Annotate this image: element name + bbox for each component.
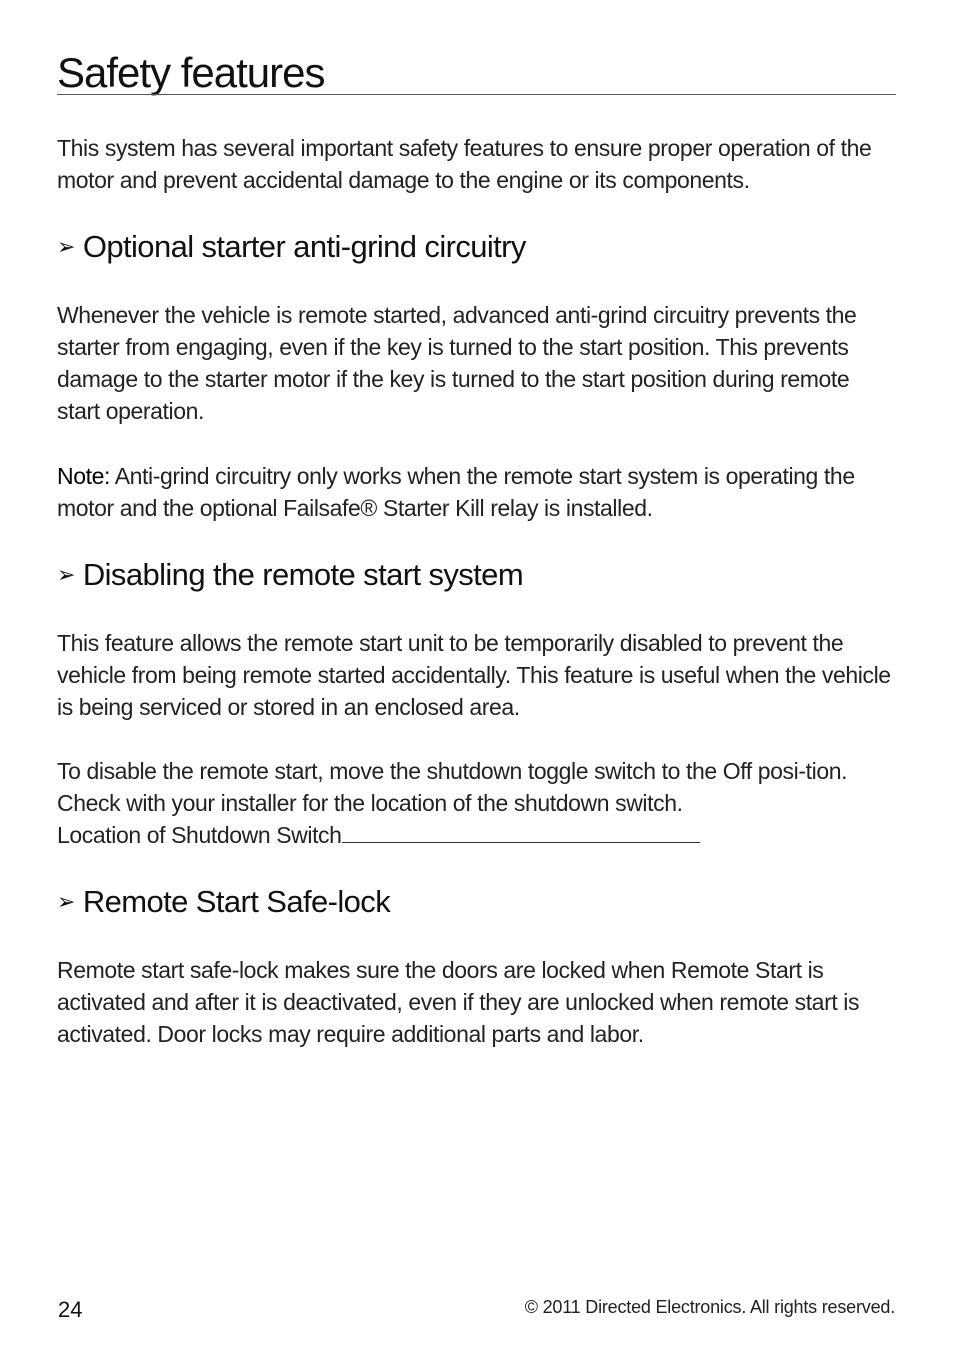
section-heading-text: Optional starter anti-grind circuitry (82, 229, 526, 264)
page-number: 24 (58, 1297, 83, 1322)
disable-instructions-paragraph: To disable the remote start, move the shutdown toggle switch to the Off posi-tion. Check with your installer for the location of the shutdown switch. (57, 758, 848, 816)
arrow-bullet-icon: ➢ (57, 890, 75, 915)
page-title: Safety features (57, 49, 325, 96)
arrow-bullet-icon: ➢ (57, 235, 75, 260)
note-text: Anti-grind circuitry only works when the remote start system is operating the motor and the optional Failsafe® Starter Kill relay is installed. (57, 463, 855, 521)
section-heading-text: Disabling the remote start system (82, 557, 524, 592)
anti-grind-paragraph: Whenever the vehicle is remote started, advanced anti-grind circuitry prevents the starter from engaging, even if the key is turned to the start position. This prevents damage to the starter motor if the key is turned to the start position during remote start operation. (57, 302, 857, 424)
disabling-paragraph: This feature allows the remote start unit to be temporarily disabled to prevent the vehicle from being remote started accidentally. This feature is useful when the vehicle is being serviced or stored in an enclosed area. (57, 630, 891, 720)
section-heading-disabling (57, 557, 523, 594)
copyright-notice: © 2011 Directed Electronics. All rights reserved. (524, 1297, 895, 1317)
note-paragraph (57, 460, 897, 524)
section-heading-text: Remote Start Safe-lock (82, 884, 391, 919)
section-heading-safe-lock (57, 884, 390, 921)
arrow-bullet-icon: ➢ (57, 563, 75, 588)
shutdown-switch-field (57, 819, 897, 851)
title-rule (57, 94, 896, 95)
section-heading-anti-grind (57, 229, 526, 266)
note-label: Note: (57, 463, 110, 489)
intro-paragraph: This system has several important safety features to ensure proper operation of the motor and prevent accidental damage to the engine or its components. (57, 135, 872, 193)
fill-in-blank-line (342, 820, 700, 843)
shutdown-switch-label: Location of Shutdown Switch (57, 822, 342, 848)
safe-lock-paragraph: Remote start safe-lock makes sure the doors are locked when Remote Start is activated and after it is deactivated, even if they are unlocked when remote start is activated. Door locks may require additional parts and labor. (57, 957, 860, 1047)
